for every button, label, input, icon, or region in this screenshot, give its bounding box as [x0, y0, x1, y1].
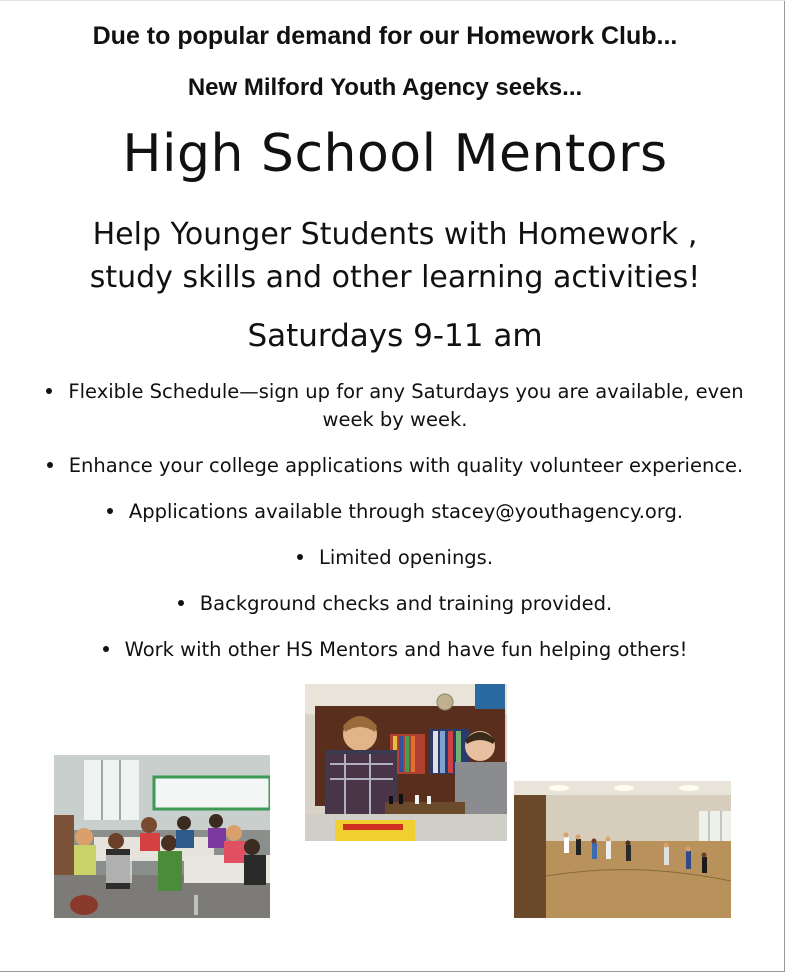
- bullet-text: Background checks and training provided.: [199, 592, 613, 615]
- intro-line-2: New Milford Youth Agency seeks...: [187, 74, 583, 101]
- bullet-item: [40, 544, 750, 572]
- bullet-text: Applications available through stacey@youthagency.org.: [128, 500, 684, 523]
- bullet-text: Work with other HS Mentors and have fun helping others!: [124, 638, 688, 661]
- bullet-item: [40, 498, 750, 526]
- bullet-icon: [107, 508, 113, 514]
- bullet-item: [40, 452, 750, 480]
- bullet-icon: [178, 600, 184, 606]
- flyer-subtitle: [0, 213, 785, 299]
- bullet-icon: [103, 646, 109, 652]
- bullet-text: Flexible Schedule—sign up for any Saturdays you are available, even week by week.: [68, 380, 744, 431]
- bullet-text: Enhance your college applications with quality volunteer experience.: [68, 454, 744, 477]
- bullet-item: [40, 378, 750, 434]
- gym-photo: [514, 781, 731, 918]
- bullet-icon: [47, 462, 53, 468]
- top-border: [0, 0, 785, 1]
- bullet-list: [40, 378, 750, 682]
- subtitle-line-2: study skills and other learning activities!: [89, 260, 701, 295]
- classroom-photo: [54, 755, 270, 918]
- chess-photo: [305, 684, 507, 841]
- bullet-icon: [46, 388, 52, 394]
- subtitle-line-1: Help Younger Students with Homework ,: [92, 217, 698, 252]
- schedule-text: Saturdays 9-11 am: [247, 318, 543, 354]
- bullet-icon: [297, 554, 303, 560]
- bullet-item: [40, 636, 750, 664]
- flyer-title: High School Mentors: [122, 124, 668, 184]
- intro-line-1: Due to popular demand for our Homework Club...: [92, 22, 678, 50]
- bullet-text: Limited openings.: [318, 546, 494, 569]
- bullet-item: [40, 590, 750, 618]
